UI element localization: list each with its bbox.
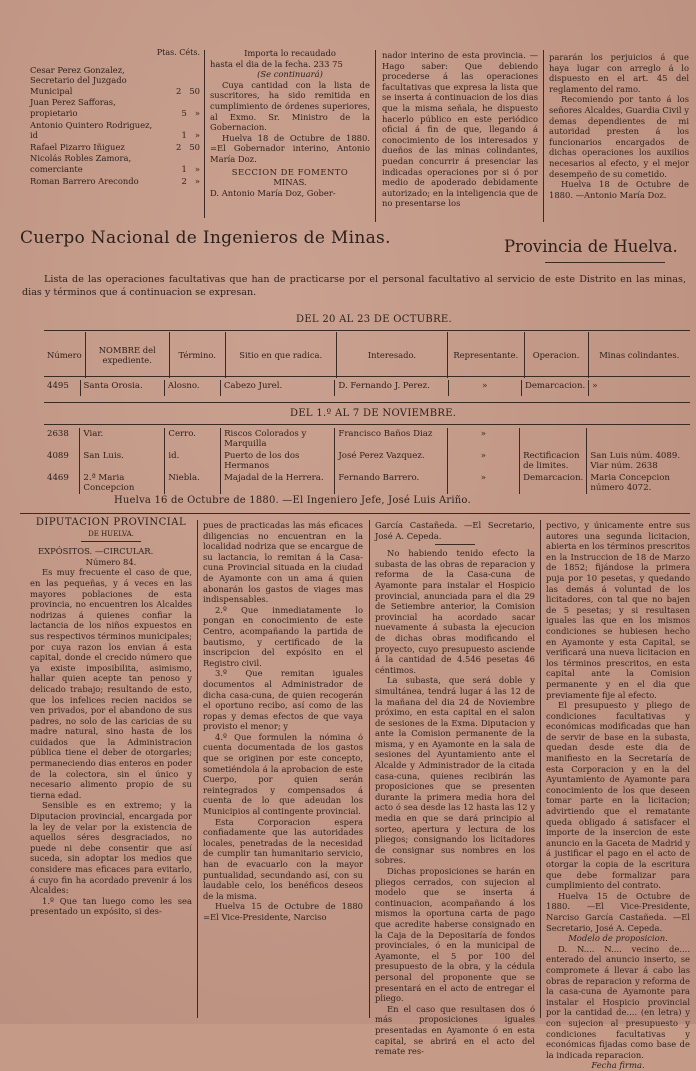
operations-rows-2 <box>44 428 690 494</box>
subscriber-amount: 1 » <box>181 163 200 174</box>
table-cell <box>587 428 690 450</box>
subscription-row <box>30 65 200 97</box>
table-cell: 2.ª Maria Concepcion <box>80 472 165 494</box>
table-cell: » <box>448 380 521 396</box>
table-row <box>44 472 690 494</box>
table-cell: » <box>447 450 519 472</box>
column-rule <box>369 520 370 1018</box>
table-cell: id. <box>165 450 221 472</box>
table-row <box>44 450 690 472</box>
subasta-c2: El presupuesto y pliego de condiciones facultativas y económicas modificadas que han de servir de base en la subasta, quedan desde este dia de manifiesto en la Secretaría de esta Corporacion y en la del Ayuntamiento de Ayamonte para conocimiento de los que deseen tomar parte en la licitacion; advirtiendo que el rematante queda obligado á satisfacer el importe de la insercion de este anuncio en la Gaceta de Madrid y á justificar el pago en el acto de otorgar la copia de la escritura que debe formalizar para cumplimiento del contrato. <box>546 700 690 891</box>
subasta-p2: La subasta, que será doble y simultánea, tendrá lugar á las 12 de la mañana del dia 24 de Noviembre próximo, en esta capital en el salon de sesiones de la Exma. Diputacion y ante la Comision permanente de la misma, y en Ayamonte en la sala de sesiones del Ayuntamiento ante el Alcalde y Administrador de la citada casa-cuna, quienes recibirán las proposiciones que se presenten durante la primera media hora del acto ó sea desde las 12 hasta las 12 y media en que se dará principio al sorteo, apertura y lectura de los pliegos; consignando los licitadores de consignar sus nombres en los sobres. <box>375 675 535 866</box>
column-rule <box>540 520 541 1018</box>
table-cell: Niebla. <box>165 472 221 494</box>
subasta-date: Huelva 15 de Octubre de 1880. —El Vice-Presidente, Narciso García Castañeda. —El Secretario, José A. Cepeda. <box>546 890 690 933</box>
recaudado-date: Huelva 18 de Octubre de 1880. =El Gobernador interino, Antonio María Doz. <box>210 132 370 164</box>
section-rule <box>20 513 690 514</box>
circular-p2: Sensible es en extremo; y la Diputacion provincial, encargada por la ley de velar por la existencia de aquellos séres desgraciados, no puede ni debe consentir que así suceda, sin adoptar los medios que considere mas eficaces para evitarlo, á cuyo fin ha acordado prevenir á los Alcaldes: <box>30 800 192 896</box>
column-rule <box>375 50 376 222</box>
subscription-list <box>30 48 200 218</box>
section-fomento: SECCION DE FOMENTO <box>231 166 349 177</box>
table-cell: Viar. <box>80 428 165 450</box>
table-rule <box>44 424 690 425</box>
table-cell: Cabezo Jurel. <box>220 380 335 396</box>
subasta-p3: Dichas proposiciones se harán en pliegos cerrados, con sujecion al modelo que se inserta á continuacion, acompañando á los mismos la oportuna carta de pago que acredite haberse consignado en la Caja de la Depositaría de fondos provinciales, ó en la municipal de Ayamonte, el 5 por 100 del presupuesto de la obra, y la cédula personal del proponente que se presentará en el acto de entregar el pliego. <box>375 866 535 1004</box>
fomento-author: D. Antonio María Doz, Gober- <box>210 187 336 198</box>
circular-date: Huelva 15 de Octubre de 1880 =El Vice-Presidente, Narciso <box>203 901 363 922</box>
table-rule <box>44 402 690 403</box>
rec-date: Huelva 18 de Octubre de 1880. —Antonio María Doz. <box>549 179 689 200</box>
modelo-firma: Fecha firma. <box>591 1060 645 1071</box>
table-cell <box>520 428 587 450</box>
operations-rows-1 <box>44 380 690 396</box>
table-row <box>44 380 690 396</box>
subscription-row <box>30 120 200 141</box>
subscriber-name: Juan Perez Safforas, propietario <box>30 97 116 118</box>
recaudado-column <box>210 48 370 220</box>
table-cell: Riscos Colorados y Marquilla <box>221 428 335 450</box>
subscription-row <box>30 176 200 187</box>
subasta-column <box>375 520 535 1057</box>
table-cell: Francisco Baños Diaz <box>335 428 447 450</box>
table-cell: Demarcacion. <box>521 380 588 396</box>
diputacion-title: DIPUTACION PROVINCIAL <box>35 517 187 528</box>
banner-province: Provincia de Huelva. <box>504 237 678 256</box>
table-cell: San Luis. <box>80 450 165 472</box>
recommendation-column <box>549 52 689 224</box>
announcement-column <box>382 50 538 222</box>
circular-heading: EXPÓSITOS. —CIRCULAR. <box>38 546 154 557</box>
circular-number: Número 84. <box>85 556 137 567</box>
table-cell: » <box>592 381 598 391</box>
circular-c3: 3.º Que remitan iguales documentos al Administrador de dicha casa-cuna, de quien recogerán el oportuno recibo, así como de las ropas y demas efectos de que vaya provisto el menor; y <box>203 668 363 732</box>
rec-body: pararán los perjuicios á que haya lugar con arreglo á lo dispuesto en el art. 45 del reglamento del ramo. <box>549 52 689 94</box>
subasta-continued <box>546 520 690 1071</box>
circular-c2: 2.º Que inmediatamente lo pongan en conocimiento de este Centro, acompañando la partida de bautismo, y certificado de la inscripcion del expósito en el Registro civil. <box>203 604 363 668</box>
continua-note: (Se continuará) <box>257 69 323 80</box>
subscriber-amount: 5 » <box>181 107 200 118</box>
period-heading-2: DEL 1.º AL 7 DE NOVIEMBRE. <box>290 408 457 419</box>
subscriber-amount: 2 » <box>181 175 200 186</box>
circular-c5: Esta Corporacion espera confiadamente que las autoridades locales, penetradas de la necesidad de cumplir tan humanitario servicio, han de evacuarlo con la mayor puntualidad, secundando así, con su laudable celo, los benéficos deseos de la misma. <box>203 816 363 901</box>
table-cell: » <box>447 428 519 450</box>
subscription-rows <box>30 65 200 187</box>
subscriber-name: Nicolás Robles Zamora, comerciante <box>30 153 132 174</box>
table-cell: » <box>447 472 519 494</box>
circular-c1: pues de practicadas las más eficaces diligencias no encuentran en la localidad nodriza que se encargue de su lactancia, lo remitan á la Casa-cuna Provincial situada en la ciudad de Ayamonte con un ama á quien abonarán los gastos de viages mas indispensables. <box>203 520 363 605</box>
modelo-heading: Modelo de proposicion. <box>568 933 668 944</box>
banner-title: Cuerpo Nacional de Ingenieros de Minas. <box>20 228 391 248</box>
subscriber-name: Roman Barrero Arecondo <box>30 175 139 186</box>
table-cell: 4089 <box>44 450 80 472</box>
period-heading-1: DEL 20 AL 23 DE OCTUBRE. <box>296 314 452 325</box>
subscriber-amount: 2 50 <box>176 141 200 152</box>
column-header: Operacion. <box>524 332 588 378</box>
table-cell: 2638 <box>44 428 80 450</box>
table-cell: San Luis núm. 4089. Viar núm. 2638 <box>590 451 681 471</box>
column-header: Representante. <box>448 332 525 378</box>
table-cell: 4495 <box>44 380 80 396</box>
column-rule <box>543 50 544 222</box>
column-header: Interesado. <box>336 332 447 378</box>
column-header: Número <box>44 332 85 378</box>
column-header: Minas colindantes. <box>599 350 680 360</box>
subscriber-amount: 2 50 <box>176 85 200 96</box>
table-cell: Maria Concepcion número 4072. <box>590 473 670 493</box>
banner-rule <box>545 262 665 263</box>
minas-heading: MINAS. <box>273 177 307 188</box>
subasta-p4: En el caso que resultasen dos ó más proposiciones iguales presentadas en Ayamonte ó en esta capital, se abrirá en el acto del remate res- <box>375 1003 535 1057</box>
table-cell: Majadal de la Herrera. <box>221 472 335 494</box>
column-rule <box>204 50 205 218</box>
table-cell: Cerro. <box>165 428 221 450</box>
operations-table-1 <box>44 332 690 378</box>
circular-c4: 4.º Que formulen la nómina ó cuenta documentada de los gastos que se originen por este concepto, sometiéndola á la aprobacion de este Cuerpo, por quien serán reintegrados y compensados á cuenta de lo que adeudan los Municipios al contingente provincial. <box>203 731 363 817</box>
table-row <box>44 428 690 450</box>
column-rule <box>197 520 198 1018</box>
table-cell: Rectificacion de limites. <box>520 450 587 472</box>
small-rule <box>435 544 475 545</box>
diputacion-subtitle: DE HUELVA. <box>88 529 134 538</box>
recaudado-line2: hasta el dia de la fecha. 233 75 <box>210 58 343 69</box>
subasta-p0: García Castañeda. —El Secretario, José A. Cepeda. <box>375 520 535 541</box>
circular-p3: 1.º Que tan luego como les sea presentado un expósito, si des- <box>30 895 192 917</box>
subscriber-name: Rafael Pizarro Iñiguez <box>30 141 125 152</box>
rec-body2: Recomiendo por tanto á los señores Alcaldes, Guardia Civil y demas dependientes de mi autoridad presten á los funcionarios encargados de dichas operaciones los auxilios necesarios al efecto, y el mejor desempeño de su cometido. <box>549 94 689 179</box>
recaudado-body: Cuya cantidad con la lista de suscritores, ha sido remitida en cumplimiento de órdenes superiores, al Exmo. Sr. Ministro de la Gobernacion. <box>210 79 370 133</box>
subscriber-name: Antonio Quintero Rodriguez, id <box>30 119 153 141</box>
table-cell: Alosno. <box>164 380 220 396</box>
subasta-c1: pectivo, y únicamente entre sus autores una segunda licitacion, abierta en los términos prescritos en la Instruccion de 18 de Marzo de 1852; fijándose la primera puja por 10 pesetas, y quedando las demás á voluntad de los licitadores, con tal que no bajen de 5 pesetas; y si resultasen iguales las que en los mismos condiciones se hubiesen hecho en Ayamonte y esta Capital, se verificará una nueva licitacion en los términos prescritos, en esta capital ante la Comision permanente y en el dia que previamente fije al efecto. <box>546 520 690 700</box>
ingeniero-signature: Huelva 16 de Octubre de 1880. —El Ingeniero Jefe, José Luis Ariño. <box>114 495 471 506</box>
title-rule <box>81 541 141 542</box>
modelo-body: D. N.... N.... vecino de.... enterado del anuncio inserto, se compromete á llevar á cabo las obras de reparacion y reforma de la casa-cuna de Ayamonte para instalar el Hospicio provincial por la cantidad de.... (en letra) y con sujecion al presupuesto y condiciones facultativas y económicas fijadas como base de la indicada reparacion. <box>546 943 690 1060</box>
amount-header: Ptas. Céts. <box>156 48 200 57</box>
table-cell: Puerto de los dos Hermanos <box>221 450 335 472</box>
subscription-row <box>30 97 200 118</box>
table-cell: Demarcacion. <box>520 472 587 494</box>
table-rule <box>44 376 690 377</box>
column-header: Término. <box>169 332 225 378</box>
circular-p1: Es muy frecuente el caso de que, en las pequeñas, y á veces en las mayores poblaciones de esta provincia, no encuentren los Alcaldes nodrizas á quienes confiar la lactancia de los niños expuestos en sus respectivos términos municipales; por cuya razon los envian á esta capital, donde el crecido número que ya existe imposibilita, asimismo, hallar quien acepte tan penoso y delicado trabajo; resultando de esto, que los infelices recien nacidos se ven privados, por el abandono de sus padres, no solo de las caricias de su madre natural, sino hasta de los cuidados que la Administracion pública tiene el deber de otorgarles; permaneciendo dias enteros en poder de la colectora, sin el único y necesario alimento propio de su tierna edad. <box>30 567 192 800</box>
subscriber-amount: 1 » <box>181 130 200 141</box>
subscription-row <box>30 153 200 174</box>
recaudado-line1: Importa lo recaudado <box>244 48 336 58</box>
operations-intro: Lista de las operaciones facultativas que han de practicarse por el personal facultativo al servicio de este Distrito en las minas, dias y términos que á continuacion se expresan. <box>22 274 686 298</box>
announcement-body: nador interino de esta provincia. —Hago saber: Que debiendo procederse á las operaciones facultativas que expresa la lista que se inserta á continuacion de los dias que la misma señala, he dispuesto hacerlo público en este periódico oficial á fin de que, llegando á conocimiento de los interesados y dueños de las minas colindantes, puedan concurrir á presenciar las indicadas operaciones por si ó por medio de apoderado debidamente autorizado; en la inteligencia que de no presentarse los <box>382 50 538 209</box>
subasta-p1: No habiendo tenido efecto la subasta de las obras de reparacion y reforma de la Casa-cuna de Ayamonte para instalar el Hospicio provincial, anunciada para el dia 29 de Setiembre anterior, la Comision provincial ha acordado sacar nuevamente á subasta la ejecucion de dichas obras modificando el proyecto, cuyo presupuesto asciende á la cantidad de 4.546 pesetas 46 céntimos. <box>375 548 535 675</box>
table-cell: D. Fernando J. Perez. <box>335 380 448 396</box>
table-cell: 4469 <box>44 472 80 494</box>
diputacion-column <box>30 518 192 1018</box>
table-cell: José Perez Vazquez. <box>335 450 447 472</box>
column-header: NOMBRE del expediente. <box>85 332 169 378</box>
circular-continued <box>203 520 363 1018</box>
column-header: Sitio en que radica. <box>225 332 336 378</box>
table-rule <box>44 330 690 331</box>
table-header-row <box>44 332 690 378</box>
table-cell: Fernando Barrero. <box>335 472 447 494</box>
subscriber-name: Cesar Perez Gonzalez, Secretario del Juzgado Municipal <box>30 64 127 96</box>
subscription-row <box>30 142 200 153</box>
table-cell: Santa Orosia. <box>80 380 164 396</box>
